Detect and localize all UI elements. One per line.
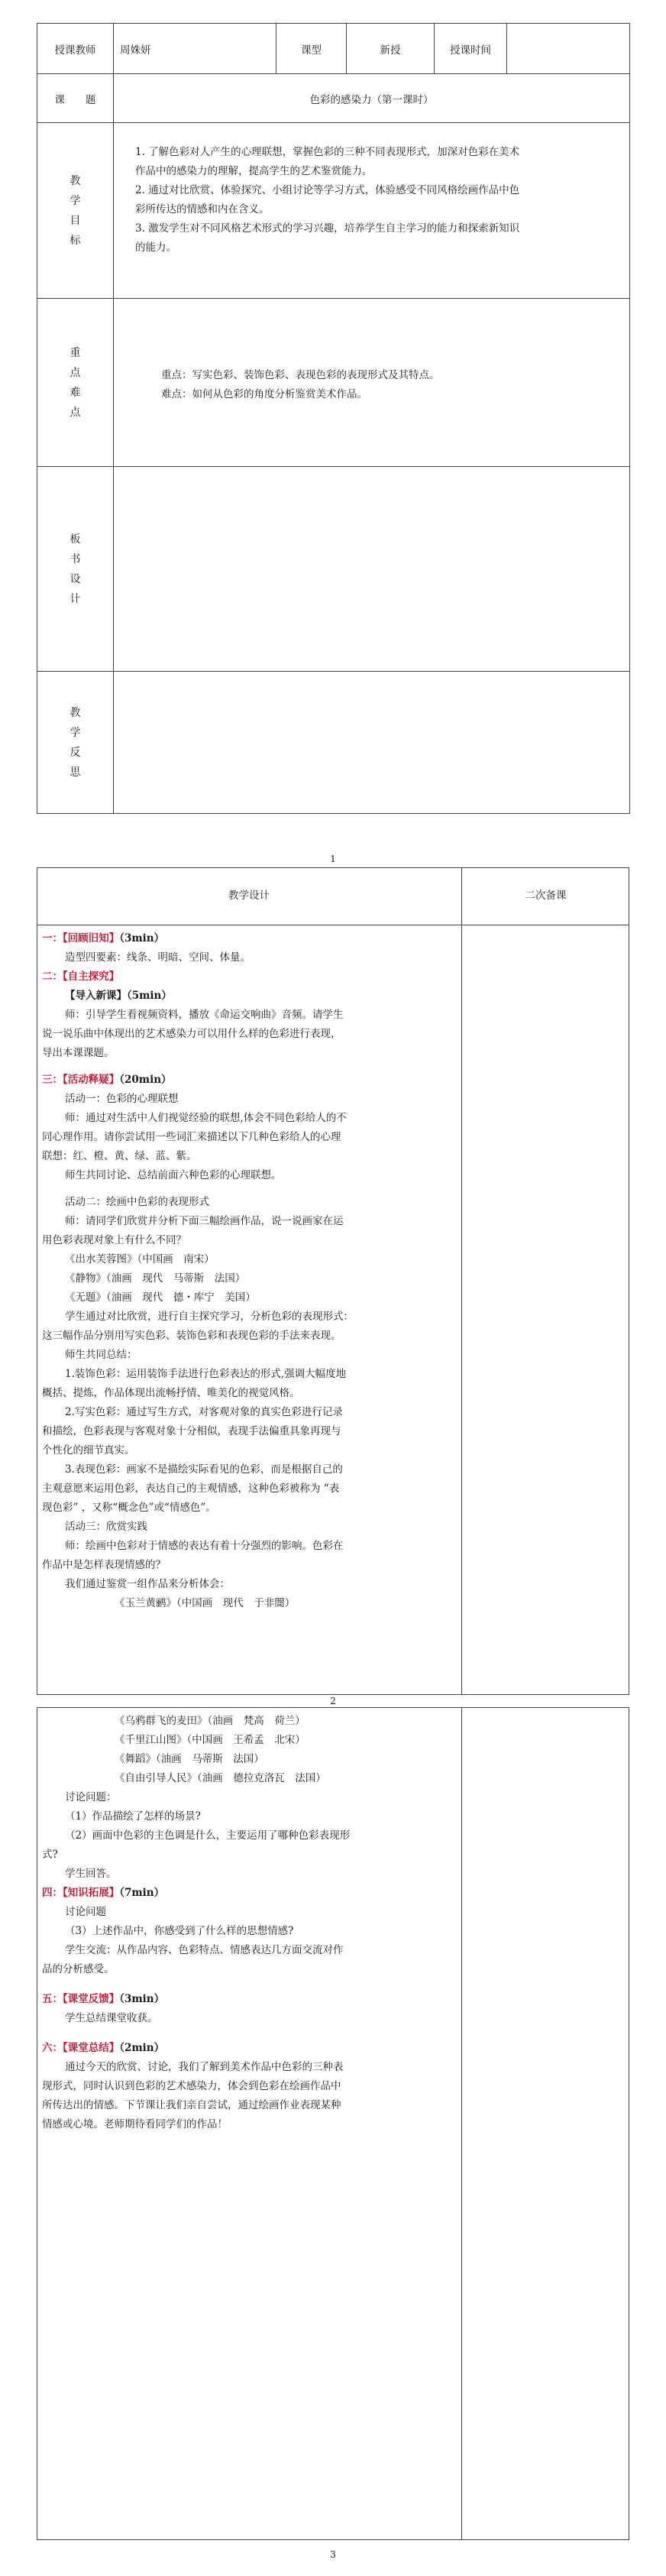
artwork-line: 《出水芙蓉图》（中国画 南宋） <box>65 1253 215 1265</box>
activity-line: 联想：红、橙、黄、绿、蓝、紫。 <box>42 1150 197 1162</box>
page-number-1: 1 <box>330 854 336 864</box>
discussion-line: 式? <box>42 1849 58 1861</box>
goal-line: 2. 通过对比欣赏、体验探究、小组讨论等学习方式，体验感受不同风格绘画作品中色 <box>135 184 520 196</box>
column-header-prep: 二次备课 <box>525 889 567 902</box>
section-extension: 四：【知识拓展】（7min） <box>42 1887 165 1899</box>
activity-line: 师：通过对生活中人们视觉经验的联想,体会不同色彩给人的不 <box>65 1112 347 1124</box>
activity-line: 活动二：绘画中色彩的表现形式 <box>65 1196 209 1208</box>
artwork-line: 《静物》（油画 现代 马蒂斯 法国） <box>65 1272 246 1285</box>
artwork-line: 《无题》（油画 现代 德・库宁 美国） <box>65 1291 256 1304</box>
section-summary: 六：【课堂总结】（2min） <box>42 2042 165 2054</box>
activity-line: 师生共同讨论、总结前面六种色彩的心理联想。 <box>65 1169 282 1181</box>
board-design-label: 板 书 设 计 <box>37 467 114 672</box>
goal-line: 作品中的感染力的理解，提高学生的艺术鉴赏能力。 <box>135 165 373 177</box>
activity-line: 作品中是怎样表现情感的？ <box>42 1559 166 1571</box>
activity-line: 3.表现色彩：画家不是描绘实际看见的色彩，而是根据自己的 <box>65 1463 343 1476</box>
activity-line: 用色彩表现对象上有什么不同？ <box>42 1234 186 1246</box>
lesson-time-label: 授课时间 <box>435 24 507 74</box>
artwork-line: 《乌鸦群飞的麦田》（油画 梵高 荷兰） <box>115 1715 306 1727</box>
intro-line: 师：引导学生看视频资料，播放《命运交响曲》音频。请学生 <box>65 1009 344 1021</box>
activity-line: 活动三：欣赏实践 <box>65 1521 147 1533</box>
keypoint-line: 难点：如何从色彩的角度分析鉴赏美术作品。 <box>161 387 367 400</box>
activity-line: 概括、提炼，作品体现出流畅抒情、唯美化的视觉风格。 <box>42 1387 300 1399</box>
artwork-line: 《千里江山图》（中国画 王希孟 北宋） <box>115 1734 306 1746</box>
activity-line: 同心理作用。请你尝试用一些词汇来描述以下几种色彩给人的心理 <box>42 1131 341 1143</box>
goal-line: 1. 了解色彩对人产生的心理联想，掌握色彩的三种不同表现形式，加深对色彩在美术 <box>135 146 520 158</box>
artwork-line: 《舞蹈》（油画 马蒂斯 法国） <box>115 1753 264 1765</box>
activity-line: 师：请同学们欣赏并分析下面三幅绘画作品，说一说画家在运 <box>65 1215 344 1227</box>
lesson-design-body-1 <box>42 929 458 1613</box>
teacher-label: 授课教师 <box>37 24 114 74</box>
activity-line: 师生共同总结： <box>65 1349 137 1361</box>
activity-line: 1.装饰色彩：运用装饰手法进行色彩表达的形式,强调大幅度地 <box>65 1368 347 1380</box>
page-number-3: 3 <box>330 2549 336 2560</box>
column-divider <box>461 867 462 1695</box>
discussion-line: 学生回答。 <box>65 1868 117 1880</box>
review-line: 造型四要素：线条、明暗、空间、体量。 <box>65 951 251 964</box>
keypoints-label: 重 点 难 点 <box>37 299 114 467</box>
discussion-line: 讨论问题： <box>65 1791 117 1803</box>
summary-line: 所传达出的情感。下节课让我们亲自尝试，通过绘画作业表现某种 <box>42 2099 341 2111</box>
teacher-name: 周姝妍 <box>114 24 276 74</box>
activity-line: 个性化的细节真实。 <box>42 1444 135 1456</box>
activity-line: 我们通过鉴赏一组作品来分析体会： <box>65 1578 230 1590</box>
goals-label: 教 学 目 标 <box>37 123 114 299</box>
discussion-line: （2）画面中色彩的主色调是什么，主要运用了哪种色彩表现形 <box>65 1829 351 1842</box>
goal-line: 的能力。 <box>135 241 176 254</box>
lesson-time-value <box>507 24 630 74</box>
page-number-2: 2 <box>330 1696 336 1706</box>
reflection-content <box>114 672 630 814</box>
intro-line: 说一说乐曲中体现出的艺术感染力可以用什么样的色彩进行表现， <box>42 1028 341 1040</box>
activity-line: 学生通过对比欣赏，进行自主探究学习，分析色彩的表现形式： <box>65 1311 354 1323</box>
intro-line: 导出本课课题。 <box>42 1047 115 1059</box>
activity-line: 师：绘画中色彩对于情感的表达有着十分强烈的影响。色彩在 <box>65 1540 344 1552</box>
activity-line: 现色彩” ，又称“概念色”或“情感色”。 <box>42 1502 216 1514</box>
lesson-type-value: 新授 <box>347 24 435 74</box>
lesson-design-body-2 <box>42 1712 458 2134</box>
extension-line: 品的分析感受。 <box>42 1963 115 1975</box>
activity-line: 主观意愿来运用色彩，表达自己的主观情感，这种色彩被称为 “表 <box>42 1482 340 1495</box>
goals-content <box>114 123 630 299</box>
keypoint-line: 重点：写实色彩、装饰色彩、表现色彩的表现形式及其特点。 <box>161 368 440 381</box>
intro-heading: 【导入新课】（5min） <box>65 990 172 1002</box>
activity-line: 这三幅作品分别用写实色彩、装饰色彩和表现色彩的手法来表现。 <box>42 1330 341 1342</box>
section-activity: 三：【活动释疑】（20min） <box>42 1074 172 1086</box>
artwork-line: 《玉兰黄鹂》（中国画 现代 于非闇） <box>115 1597 296 1609</box>
activity-line: 活动一：色彩的心理联想 <box>65 1093 179 1105</box>
summary-line: 现形式，同时认识到色彩的艺术感染力，体会到色彩在绘画作品中 <box>42 2080 341 2092</box>
section-explore: 二：【自主探究】 <box>42 970 120 983</box>
artwork-line: 《自由引导人民》（油画 德拉克洛瓦 法国） <box>115 1772 326 1784</box>
extension-line: 讨论问题 <box>65 1906 106 1918</box>
section-review: 一：【回顾旧知】（3min） <box>42 932 165 945</box>
goal-line: 3. 激发学生对不同风格艺术形式的学习兴趣，培养学生自主学习的能力和探索新知识 <box>135 222 520 235</box>
lesson-type-label: 课型 <box>276 24 347 74</box>
keypoints-content <box>114 299 630 467</box>
feedback-line: 学生总结课堂收获。 <box>65 2012 158 2024</box>
goal-line: 彩所传达的情感和内在含义。 <box>135 203 270 215</box>
extension-line: 学生交流：从作品内容、色彩特点、情感表达几方面交流对作 <box>65 1944 344 1956</box>
column-header-design: 教学设计 <box>228 889 270 902</box>
board-design-content <box>114 467 630 672</box>
discussion-line: （1）作品描绘了怎样的场景? <box>65 1810 201 1823</box>
reflection-label: 教 学 反 思 <box>37 672 114 814</box>
lesson-info-table <box>37 23 630 814</box>
column-divider <box>461 1707 462 2540</box>
summary-line: 通过今天的欣赏、讨论，我们了解到美术作品中色彩的三种表 <box>65 2061 344 2073</box>
topic-value: 色彩的感染力（第一课时） <box>114 74 630 123</box>
topic-label: 课 题 <box>37 74 114 123</box>
section-feedback: 五：【课堂反馈】（3min） <box>42 1993 165 2005</box>
activity-line: 2.写实色彩：通过写生方式，对客观对象的真实色彩进行记录 <box>65 1406 343 1418</box>
extension-line: （3）上述作品中，你感受到了什么样的思想情感? <box>65 1925 294 1937</box>
activity-line: 和描绘，色彩表现与客观对象十分相似，表现手法偏重具象再现与 <box>42 1425 341 1437</box>
summary-line: 情感或心境。老师期待看同学们的作品！ <box>42 2118 228 2130</box>
